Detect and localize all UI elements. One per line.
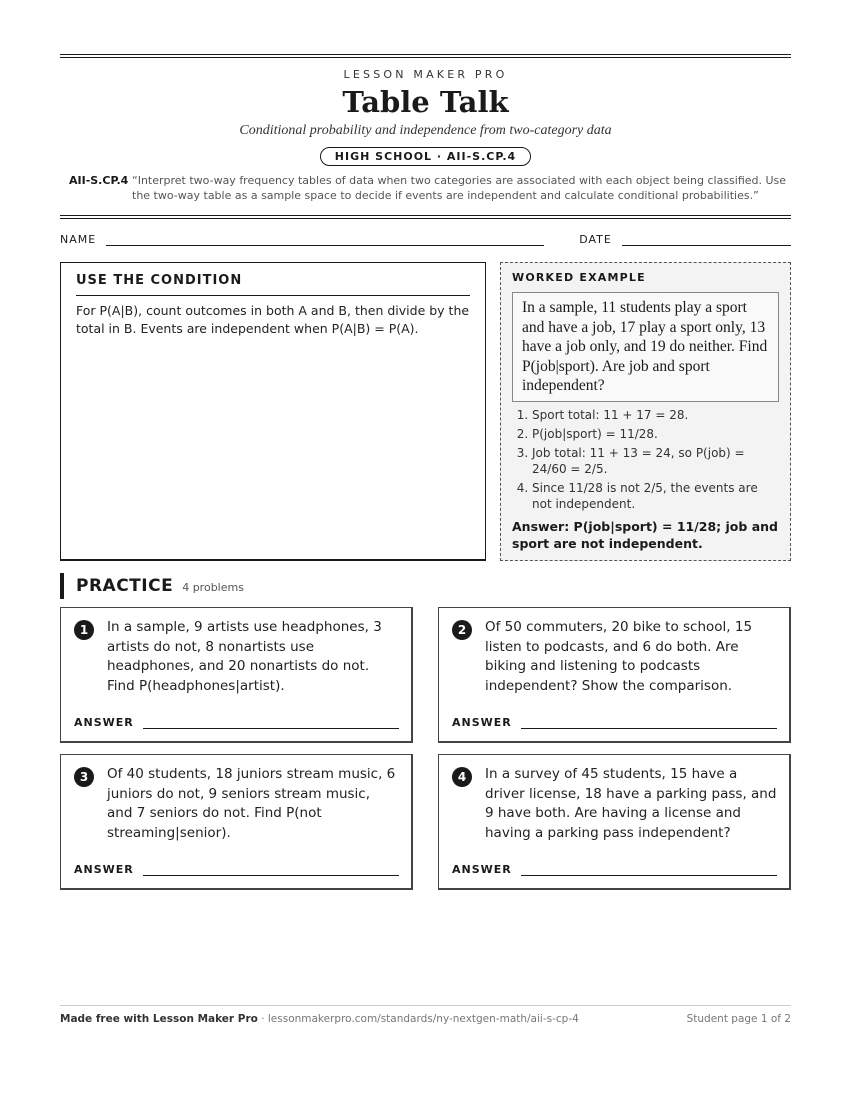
answer-label: ANSWER: [452, 863, 512, 876]
answer-field[interactable]: [521, 723, 777, 729]
top-boxes: [60, 262, 791, 561]
level-badge: HIGH SCHOOL · AII-S.CP.4: [320, 147, 531, 166]
problem-number: 3: [74, 767, 94, 787]
footer-page-number: Student page 1 of 2: [686, 1013, 791, 1025]
problem-number: 1: [74, 620, 94, 640]
problem-number: 2: [452, 620, 472, 640]
worked-step: 1. Sport total: 11 + 17 = 28.: [532, 407, 779, 423]
practice-row: [452, 765, 777, 843]
badge-wrap: [60, 145, 791, 166]
worked-example-heading: WORKED EXAMPLE: [512, 271, 646, 284]
worked-example-box: [500, 262, 791, 561]
brand-name: LESSON MAKER PRO: [343, 68, 508, 81]
problem-text: In a survey of 45 students, 15 have a driver license, 18 have a parking pass, and 9 have both. Are having a license and having a parking pass independent?: [485, 766, 777, 841]
standard-block: [60, 173, 791, 203]
problem-number: 4: [452, 767, 472, 787]
problem-text: Of 50 commuters, 20 bike to school, 15 listen to podcasts, and 6 do both. Are biking and listening to podcasts independent? Show the comparison.: [485, 619, 753, 694]
answer-field[interactable]: [143, 870, 399, 876]
name-date-row: [60, 233, 791, 246]
problem-text: In a sample, 9 artists use headphones, 3 artists do not, 8 nonartists use headphones, and 20 nonartists do not. Find P(headphones|artist).: [107, 619, 382, 694]
condition-box: [60, 262, 486, 561]
condition-heading: USE THE CONDITION: [76, 273, 470, 296]
answer-row: [74, 863, 399, 876]
standard-text: “Interpret two-way frequency tables of data when two categories are associated with each object being classified. Use the two-way table as a sample space to decide if events are independent and calculate conditional probabilities.”: [132, 174, 787, 202]
worked-step: 3. Job total: 11 + 13 = 24, so P(job) = 24/60 = 2/5.: [532, 445, 779, 477]
practice-grid: [60, 607, 791, 890]
practice-row: [74, 765, 399, 843]
answer-row: [452, 863, 777, 876]
answer-label: ANSWER: [452, 716, 512, 729]
practice-header: [60, 573, 791, 599]
top-rule: [60, 54, 791, 58]
answer-label: ANSWER: [74, 863, 134, 876]
problem-text: Of 40 students, 18 juniors stream music, 6 juniors do not, 9 seniors stream music, and 7 seniors do not. Find P(not streaming|senior).: [107, 766, 396, 841]
practice-card-4: [438, 754, 791, 890]
header-rule: [60, 215, 791, 219]
page-footer: [60, 1005, 791, 1025]
practice-card-1: [60, 607, 413, 743]
page-subtitle: Conditional probability and independence from two-category data: [239, 123, 612, 138]
worked-step: 2. P(job|sport) = 11/28.: [532, 426, 779, 442]
practice-count: 4 problems: [182, 581, 244, 594]
practice-heading: PRACTICE: [76, 576, 174, 596]
worked-example-answer: Answer: P(job|sport) = 11/28; job and sport are not independent.: [512, 518, 778, 551]
name-label: NAME: [60, 233, 97, 246]
practice-card-3: [60, 754, 413, 890]
answer-field[interactable]: [143, 723, 399, 729]
answer-row: [452, 716, 777, 729]
date-label: DATE: [579, 233, 612, 246]
footer-made: Made free with Lesson Maker Pro: [60, 1013, 258, 1025]
footer-url[interactable]: · lessonmakerpro.com/standards/ny-nextgen-math/aii-s-cp-4: [257, 1013, 579, 1025]
footer-credit: [60, 1013, 579, 1025]
date-field[interactable]: [622, 236, 791, 246]
practice-card-2: [438, 607, 791, 743]
worksheet-page: [60, 54, 791, 890]
practice-row: [452, 618, 777, 696]
answer-row: [74, 716, 399, 729]
practice-row: [74, 618, 399, 696]
worked-example-problem: In a sample, 11 students play a sport and have a job, 17 play a sport only, 13 have a job only, and 19 do neither. Find P(job|sport). Are job and sport independent?: [512, 292, 779, 402]
page-title: Table Talk: [342, 85, 509, 119]
answer-field[interactable]: [521, 870, 777, 876]
name-field[interactable]: [106, 236, 544, 246]
answer-label: ANSWER: [74, 716, 134, 729]
worked-example-steps: [512, 407, 779, 512]
worked-step: 4. Since 11/28 is not 2/5, the events are not independent.: [532, 480, 779, 512]
standard-code: AII-S.CP.4: [69, 174, 129, 187]
condition-body: For P(A|B), count outcomes in both A and B, then divide by the total in B. Events are independent when P(A|B) = P(A).: [76, 303, 470, 336]
